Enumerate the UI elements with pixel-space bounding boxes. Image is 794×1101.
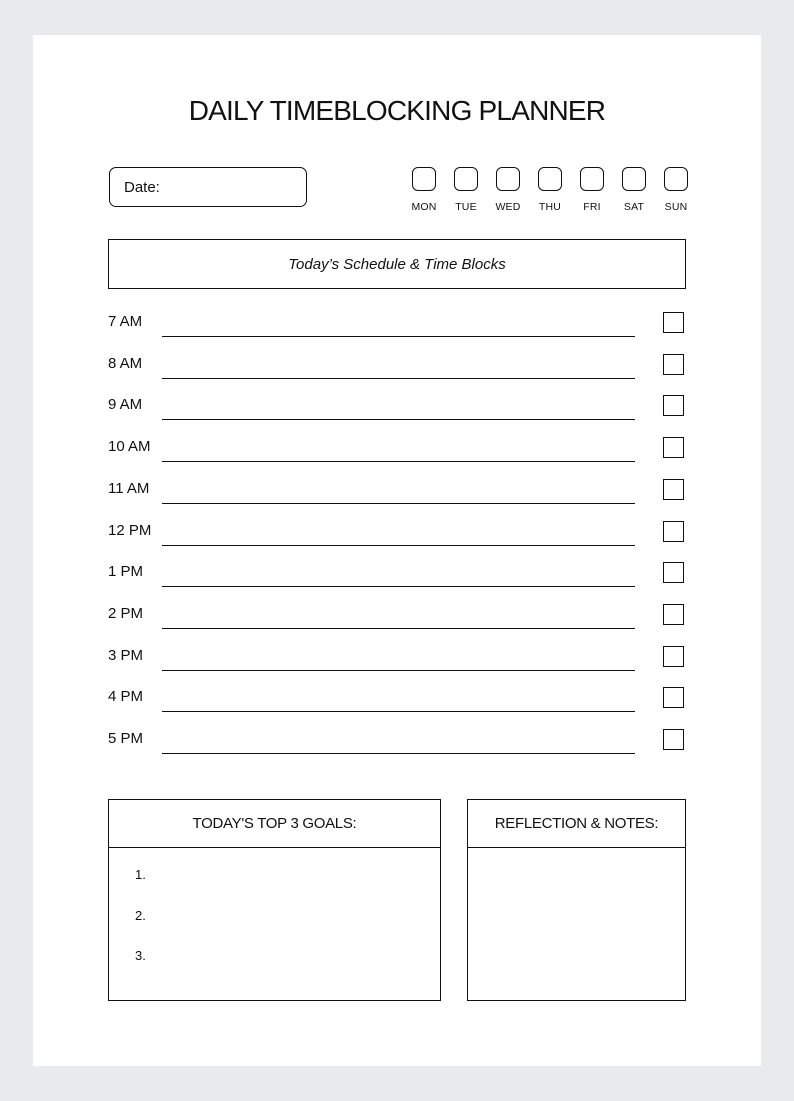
time-checkbox[interactable] xyxy=(663,562,684,583)
time-entry-line[interactable] xyxy=(162,336,635,337)
time-checkbox[interactable] xyxy=(663,354,684,375)
day-thu[interactable] xyxy=(529,167,571,213)
time-entry-line[interactable] xyxy=(162,628,635,629)
time-entry-line[interactable] xyxy=(162,503,635,504)
day-checkbox[interactable] xyxy=(412,167,436,191)
time-entry-line[interactable] xyxy=(162,378,635,379)
time-label: 9 AM xyxy=(108,396,143,414)
time-entry-line[interactable] xyxy=(162,461,635,462)
time-entry-line[interactable] xyxy=(162,753,635,754)
time-label: 10 AM xyxy=(108,438,151,456)
goal-item[interactable]: 1. xyxy=(135,867,146,882)
planner-sheet xyxy=(33,35,761,1066)
time-checkbox[interactable] xyxy=(663,437,684,458)
date-field[interactable] xyxy=(109,167,307,207)
time-label: 3 PM xyxy=(108,646,144,664)
time-label: 5 PM xyxy=(108,730,144,747)
time-row xyxy=(108,355,688,397)
time-label: 11 AM xyxy=(108,479,150,497)
goals-title: TODAY'S TOP 3 GOALS: xyxy=(109,800,440,848)
goals-panel xyxy=(108,799,441,1001)
day-sun[interactable] xyxy=(655,167,697,213)
time-entry-line[interactable] xyxy=(162,545,635,546)
day-label: THU xyxy=(538,201,562,213)
goal-item[interactable]: 2. xyxy=(135,907,146,923)
time-entry-line[interactable] xyxy=(162,711,635,712)
day-label: TUE xyxy=(455,201,477,213)
day-label: SUN xyxy=(664,201,688,213)
page-title: DAILY TIMEBLOCKING PLANNER xyxy=(188,95,606,126)
time-checkbox[interactable] xyxy=(663,646,684,667)
time-checkbox[interactable] xyxy=(663,312,684,333)
day-fri[interactable] xyxy=(571,167,613,213)
day-checkbox[interactable] xyxy=(538,167,562,191)
day-checkbox[interactable] xyxy=(622,167,646,191)
time-label: 7 AM xyxy=(108,313,143,330)
time-label: 4 PM xyxy=(108,688,144,706)
time-entry-line[interactable] xyxy=(162,586,635,587)
schedule-header: Today’s Schedule & Time Blocks xyxy=(108,239,686,289)
day-checkbox[interactable] xyxy=(496,167,520,191)
time-label: 12 PM xyxy=(108,521,152,539)
goal-item[interactable]: 3. xyxy=(135,948,146,963)
time-label: 2 PM xyxy=(108,604,144,622)
time-row xyxy=(108,563,688,605)
time-checkbox[interactable] xyxy=(663,479,684,500)
time-row xyxy=(108,313,688,355)
day-label: FRI xyxy=(583,201,601,213)
time-checkbox[interactable] xyxy=(663,604,684,625)
time-row xyxy=(108,730,688,772)
date-label: Date: xyxy=(124,179,160,196)
day-checkbox[interactable] xyxy=(664,167,688,191)
notes-panel xyxy=(467,799,686,1001)
time-row xyxy=(108,605,688,647)
time-entry-line[interactable] xyxy=(162,419,635,420)
time-checkbox[interactable] xyxy=(663,395,684,416)
day-label: WED xyxy=(495,201,521,213)
day-mon[interactable] xyxy=(403,167,445,213)
day-wed[interactable] xyxy=(487,167,529,213)
day-label: SAT xyxy=(623,201,645,213)
time-checkbox[interactable] xyxy=(663,729,684,750)
time-row xyxy=(108,396,688,438)
goals-list xyxy=(109,848,440,984)
time-row xyxy=(108,522,688,564)
time-row xyxy=(108,480,688,522)
day-tue[interactable] xyxy=(445,167,487,213)
time-row xyxy=(108,688,688,730)
time-row xyxy=(108,438,688,480)
weekday-selector xyxy=(403,167,697,213)
time-label: 8 AM xyxy=(108,354,143,372)
time-row xyxy=(108,647,688,689)
notes-title: REFLECTION & NOTES: xyxy=(468,800,685,848)
day-checkbox[interactable] xyxy=(580,167,604,191)
day-sat[interactable] xyxy=(613,167,655,213)
time-checkbox[interactable] xyxy=(663,687,684,708)
time-entry-line[interactable] xyxy=(162,670,635,671)
day-checkbox[interactable] xyxy=(454,167,478,191)
notes-area[interactable] xyxy=(468,848,685,998)
time-label: 1 PM xyxy=(108,563,144,581)
time-checkbox[interactable] xyxy=(663,521,684,542)
day-label: MON xyxy=(411,201,437,213)
